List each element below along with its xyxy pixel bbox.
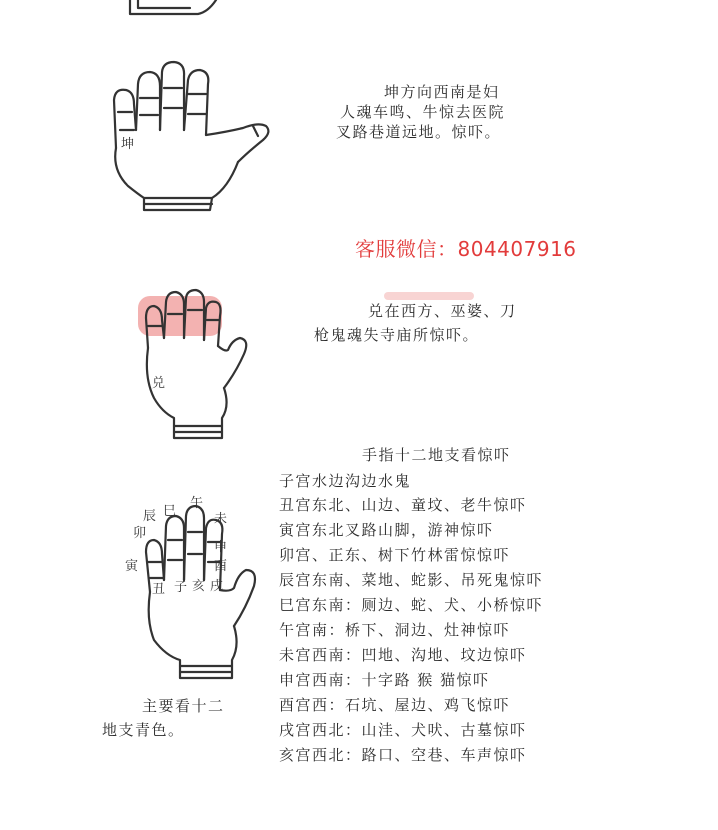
- kun-hand-label: 坤: [121, 137, 135, 152]
- finger-label-mao: 卯: [133, 526, 147, 541]
- dui-hand-drawing: [140, 288, 255, 448]
- branch-item-si: 巳宫东南：厕边、蛇、犬、小桥惊吓: [279, 596, 544, 614]
- kun-hand-drawing: [108, 60, 283, 215]
- branch-item-you: 酉宫西：石坑、屋边、鸡飞惊吓: [279, 696, 511, 714]
- kun-text-line-2: 人魂车鸣、牛惊去医院: [340, 103, 506, 121]
- finger-label-wei: 未: [214, 512, 228, 527]
- finger-label-you: 酉: [214, 559, 228, 574]
- dui-hand-label: 兑: [152, 376, 166, 391]
- branch-item-wu: 午宫南：桥下、洞边、灶神惊吓: [279, 621, 511, 639]
- branch-item-shen: 申宫西南：十字路 猴 猫惊吓: [279, 671, 490, 689]
- twelve-branches-hand-drawing: [140, 500, 270, 700]
- branch-item-chen: 辰宫东南、菜地、蛇影、吊死鬼惊吓: [279, 571, 544, 589]
- branch-item-mao: 卯宫、正东、树下竹林雷惊惊吓: [279, 546, 511, 564]
- contact-watermark: 客服微信：804407916: [355, 237, 577, 261]
- kun-text-line-3: 叉路巷道远地。惊吓。: [336, 123, 502, 141]
- finger-label-zi: 子: [174, 580, 188, 595]
- dui-text-line-1: 兑在西方、巫婆、刀: [368, 302, 517, 320]
- red-stain-top: [384, 292, 474, 300]
- twelve-branches-heading: 手指十二地支看惊吓: [362, 446, 511, 464]
- branch-item-chou: 丑宫东北、山边、童坟、老牛惊吓: [279, 496, 527, 514]
- finger-label-xu: 戌: [210, 579, 224, 594]
- branch-item-xu: 戌宫西北：山洼、犬吠、古墓惊吓: [279, 721, 527, 739]
- finger-label-wu: 午: [190, 496, 204, 511]
- finger-label-si: 巳: [163, 504, 177, 519]
- finger-label-chou: 丑: [152, 582, 166, 597]
- branch-item-zi: 子宫水边沟边水鬼: [279, 472, 412, 490]
- branch-item-wei: 未宫西南：凹地、沟地、坟边惊吓: [279, 646, 527, 664]
- branch-item-yin: 寅宫东北叉路山脚，游神惊吓: [279, 521, 494, 539]
- finger-label-hai: 亥: [192, 579, 206, 594]
- finger-label-shen: 申: [214, 540, 228, 555]
- branch-item-hai: 亥宫西北：路口、空巷、车声惊吓: [279, 746, 527, 764]
- caption-line-2: 地支青色。: [102, 721, 185, 739]
- caption-line-1: 主要看十二: [142, 697, 225, 715]
- top-hand-fragment-drawing: [120, 0, 240, 20]
- dui-text-line-2: 枪鬼魂失寺庙所惊吓。: [314, 326, 480, 344]
- finger-label-chen: 辰: [143, 509, 157, 524]
- kun-text-line-1: 坤方向西南是妇: [384, 83, 500, 101]
- finger-label-yin: 寅: [125, 559, 139, 574]
